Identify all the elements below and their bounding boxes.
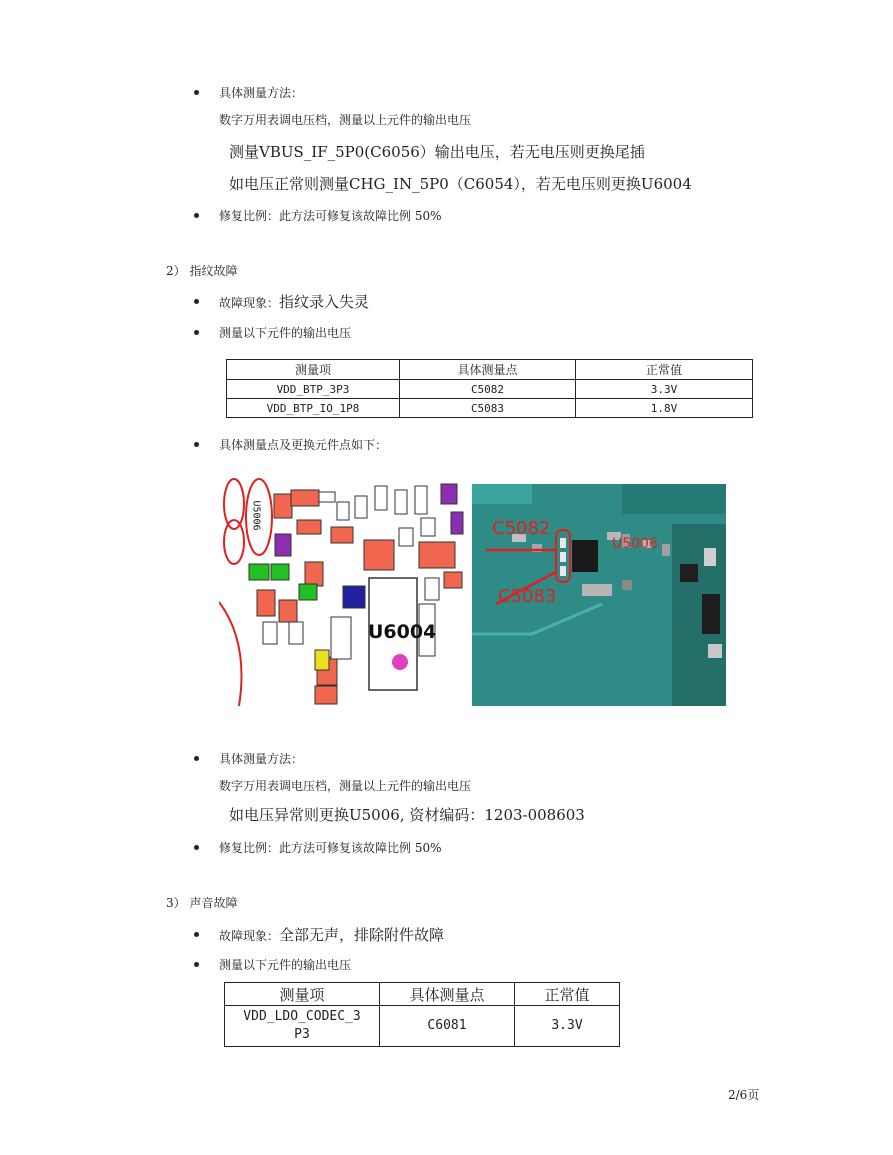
chip-label: U6004	[368, 621, 437, 643]
table-row	[227, 399, 753, 418]
method-title: 具体测量方法：	[219, 86, 304, 100]
symptom	[219, 924, 444, 945]
table-cell: VDD_LDO_CODEC_3 P3	[225, 1006, 380, 1047]
bullet	[194, 213, 199, 218]
symptom	[219, 291, 369, 312]
repair-ratio: 修复比例：此方法可修复该故障比例 50%	[219, 841, 442, 855]
board-photo-image	[472, 484, 726, 706]
c5083-label: C5083	[498, 586, 557, 607]
measure-table	[224, 982, 620, 1047]
table-cell: 3.3V	[515, 1006, 620, 1047]
table-row	[225, 1006, 620, 1047]
bullet	[194, 932, 199, 937]
bullet	[194, 442, 199, 447]
symptom-label: 故障现象：	[219, 296, 280, 310]
bullet	[194, 330, 199, 335]
bullet	[194, 756, 199, 761]
bullet	[194, 845, 199, 850]
points-title: 具体测量点及更换元件点如下：	[219, 438, 388, 452]
table-cell: C5083	[400, 399, 576, 418]
method-line-1: 如电压异常则更换U5006, 资材编码：1203-008603	[229, 806, 585, 824]
table-header: 具体测量点	[400, 360, 576, 380]
table-header: 测量项	[227, 360, 400, 380]
table-cell: VDD_BTP_IO_1P8	[227, 399, 400, 418]
method-desc: 数字万用表调电压档，测量以上元件的输出电压	[219, 779, 472, 793]
table-header-row	[227, 360, 753, 380]
method-title: 具体测量方法：	[219, 752, 304, 766]
bullet	[194, 299, 199, 304]
symptom-text: 全部无声，排除附件故障	[279, 926, 445, 944]
u5006-label: U5006	[612, 536, 658, 552]
method-desc: 数字万用表调电压档，测量以上元件的输出电压	[219, 113, 472, 127]
measure-intro: 测量以下元件的输出电压	[219, 326, 352, 340]
repair-ratio: 修复比例：此方法可修复该故障比例 50%	[219, 209, 442, 223]
table-header-row	[225, 983, 620, 1006]
table-header: 正常值	[576, 360, 753, 380]
table-cell: C5082	[400, 380, 576, 399]
table-cell: 1.8V	[576, 399, 753, 418]
bullet	[194, 962, 199, 967]
c5082-label: C5082	[492, 518, 551, 539]
method-line-2: 如电压正常则测量CHG_IN_5P0（C6054），若无电压则更换U6004	[229, 175, 692, 193]
pcb-layout-image	[219, 472, 465, 706]
left-mark-label: U5006	[250, 500, 262, 531]
measure-table	[226, 359, 753, 418]
table-header: 正常值	[515, 983, 620, 1006]
table-header: 测量项	[225, 983, 380, 1006]
section-heading: 2） 指纹故障	[166, 264, 238, 278]
symptom-text: 指纹录入失灵	[279, 293, 370, 311]
table-cell: C6081	[380, 1006, 515, 1047]
bullet	[194, 90, 199, 95]
method-line-1: 测量VBUS_IF_5P0(C6056）输出电压，若无电压则更换尾插	[229, 143, 645, 161]
table-cell: 3.3V	[576, 380, 753, 399]
table-cell: VDD_BTP_3P3	[227, 380, 400, 399]
table-row	[227, 380, 753, 399]
measure-intro: 测量以下元件的输出电压	[219, 958, 352, 972]
symptom-label: 故障现象：	[219, 929, 280, 943]
table-header: 具体测量点	[380, 983, 515, 1006]
section-heading: 3） 声音故障	[166, 896, 238, 910]
page-number: 2/6页	[728, 1088, 760, 1102]
